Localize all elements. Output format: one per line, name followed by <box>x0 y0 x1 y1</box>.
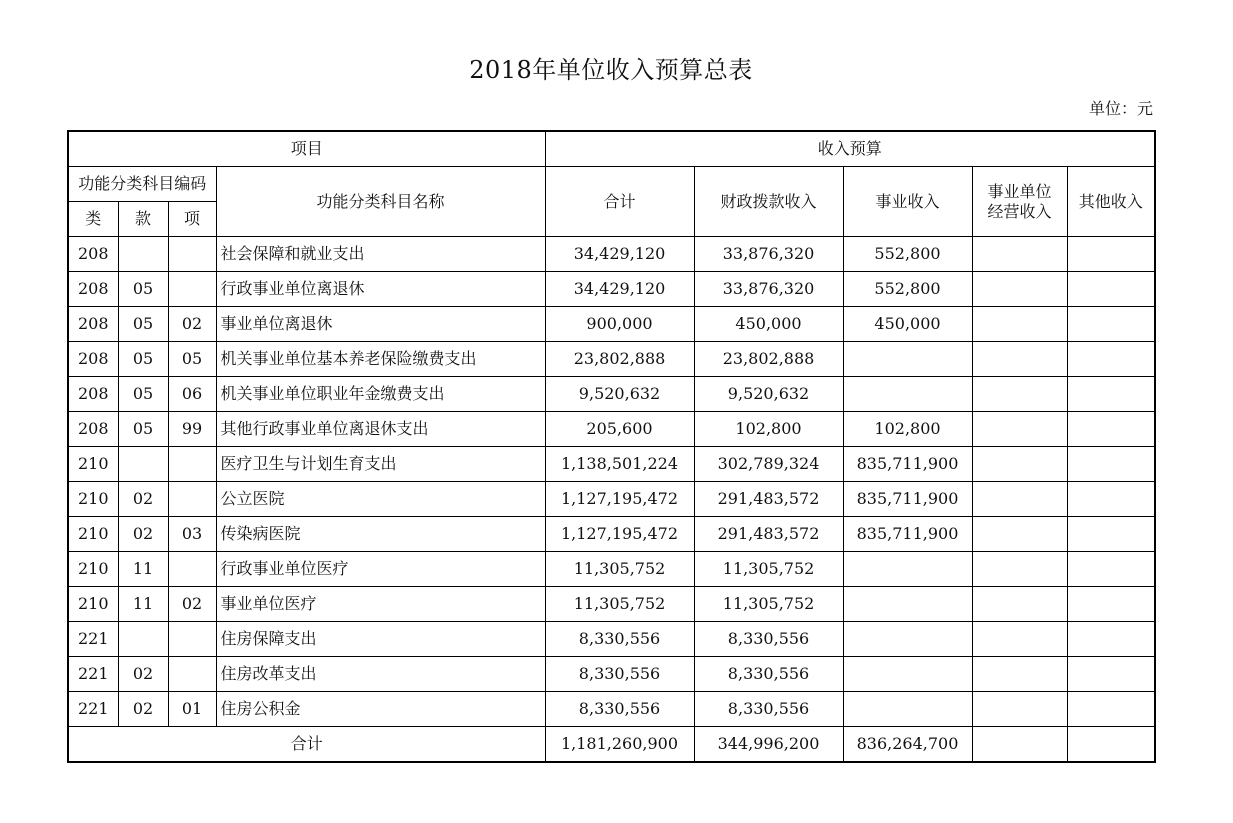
cell-business: 552,800 <box>843 237 972 272</box>
cell-xiang: 02 <box>168 307 216 342</box>
cell-total: 34,429,120 <box>545 272 694 307</box>
cell-kuan: 05 <box>118 272 168 307</box>
cell-other <box>1067 482 1155 517</box>
cell-total: 11,305,752 <box>545 587 694 622</box>
total-label: 合计 <box>68 727 545 763</box>
cell-lei: 208 <box>68 377 118 412</box>
cell-fiscal: 11,305,752 <box>694 552 843 587</box>
cell-total: 8,330,556 <box>545 692 694 727</box>
cell-business: 102,800 <box>843 412 972 447</box>
page-title: 2018年单位收入预算总表 <box>469 56 753 84</box>
cell-xiang: 03 <box>168 517 216 552</box>
cell-kuan: 05 <box>118 377 168 412</box>
table-row <box>68 517 1155 552</box>
cell-kuan: 11 <box>118 552 168 587</box>
cell-kuan: 02 <box>118 482 168 517</box>
cell-xiang <box>168 447 216 482</box>
cell-business: 552,800 <box>843 272 972 307</box>
cell-kuan: 05 <box>118 412 168 447</box>
header-xiang: 项 <box>168 202 216 237</box>
cell-lei: 208 <box>68 237 118 272</box>
header-operating-text: 事业单位经营收入 <box>987 181 1052 221</box>
table-row <box>68 447 1155 482</box>
cell-name: 事业单位医疗 <box>216 587 545 622</box>
table-row <box>68 307 1155 342</box>
cell-xiang: 01 <box>168 692 216 727</box>
cell-total: 205,600 <box>545 412 694 447</box>
cell-xiang: 05 <box>168 342 216 377</box>
cell-operating <box>972 517 1067 552</box>
cell-operating <box>972 447 1067 482</box>
cell-lei: 210 <box>68 482 118 517</box>
cell-other <box>1067 307 1155 342</box>
cell-xiang <box>168 622 216 657</box>
cell-operating <box>972 587 1067 622</box>
cell-total: 1,138,501,224 <box>545 447 694 482</box>
total-row <box>68 727 1155 763</box>
cell-business: 835,711,900 <box>843 447 972 482</box>
cell-xiang <box>168 657 216 692</box>
cell-other <box>1067 657 1155 692</box>
total-fiscal: 344,996,200 <box>694 727 843 763</box>
cell-operating <box>972 377 1067 412</box>
cell-name: 事业单位离退休 <box>216 307 545 342</box>
cell-business <box>843 377 972 412</box>
cell-business <box>843 622 972 657</box>
cell-kuan <box>118 622 168 657</box>
cell-business: 450,000 <box>843 307 972 342</box>
cell-kuan: 02 <box>118 692 168 727</box>
cell-lei: 221 <box>68 657 118 692</box>
cell-other <box>1067 692 1155 727</box>
cell-name: 行政事业单位医疗 <box>216 552 545 587</box>
cell-lei: 208 <box>68 412 118 447</box>
cell-name: 传染病医院 <box>216 517 545 552</box>
cell-fiscal: 11,305,752 <box>694 587 843 622</box>
cell-business: 835,711,900 <box>843 517 972 552</box>
cell-business <box>843 587 972 622</box>
cell-xiang: 06 <box>168 377 216 412</box>
cell-xiang: 99 <box>168 412 216 447</box>
cell-business: 835,711,900 <box>843 482 972 517</box>
cell-total: 11,305,752 <box>545 552 694 587</box>
table-row <box>68 692 1155 727</box>
header-kuan: 款 <box>118 202 168 237</box>
cell-total: 1,127,195,472 <box>545 517 694 552</box>
cell-fiscal: 8,330,556 <box>694 657 843 692</box>
header-operating <box>972 167 1067 237</box>
header-row-1 <box>68 131 1155 167</box>
cell-lei: 210 <box>68 447 118 482</box>
cell-kuan <box>118 447 168 482</box>
cell-operating <box>972 272 1067 307</box>
cell-total: 23,802,888 <box>545 342 694 377</box>
table-row <box>68 377 1155 412</box>
cell-other <box>1067 447 1155 482</box>
cell-operating <box>972 622 1067 657</box>
cell-other <box>1067 517 1155 552</box>
total-other <box>1067 727 1155 763</box>
cell-other <box>1067 412 1155 447</box>
cell-xiang: 02 <box>168 587 216 622</box>
cell-name: 机关事业单位基本养老保险缴费支出 <box>216 342 545 377</box>
cell-operating <box>972 552 1067 587</box>
cell-total: 900,000 <box>545 307 694 342</box>
cell-fiscal: 8,330,556 <box>694 622 843 657</box>
table-row <box>68 342 1155 377</box>
cell-operating <box>972 412 1067 447</box>
cell-other <box>1067 622 1155 657</box>
cell-total: 34,429,120 <box>545 237 694 272</box>
cell-name: 医疗卫生与计划生育支出 <box>216 447 545 482</box>
cell-other <box>1067 272 1155 307</box>
cell-xiang <box>168 552 216 587</box>
cell-lei: 208 <box>68 272 118 307</box>
total-total: 1,181,260,900 <box>545 727 694 763</box>
cell-business <box>843 342 972 377</box>
cell-fiscal: 8,330,556 <box>694 692 843 727</box>
cell-name: 住房改革支出 <box>216 657 545 692</box>
cell-total: 1,127,195,472 <box>545 482 694 517</box>
cell-operating <box>972 307 1067 342</box>
cell-operating <box>972 482 1067 517</box>
cell-fiscal: 102,800 <box>694 412 843 447</box>
table-row <box>68 552 1155 587</box>
header-lei: 类 <box>68 202 118 237</box>
cell-name: 行政事业单位离退休 <box>216 272 545 307</box>
cell-name: 其他行政事业单位离退休支出 <box>216 412 545 447</box>
cell-name: 住房公积金 <box>216 692 545 727</box>
cell-fiscal: 291,483,572 <box>694 517 843 552</box>
table-row <box>68 482 1155 517</box>
header-income-budget: 收入预算 <box>545 131 1155 167</box>
header-code: 功能分类科目编码 <box>68 167 216 202</box>
table-row <box>68 657 1155 692</box>
cell-fiscal: 302,789,324 <box>694 447 843 482</box>
cell-other <box>1067 342 1155 377</box>
cell-lei: 210 <box>68 552 118 587</box>
unit-label: 单位：元 <box>1088 99 1153 118</box>
cell-other <box>1067 552 1155 587</box>
cell-business <box>843 692 972 727</box>
cell-kuan: 02 <box>118 657 168 692</box>
cell-total: 9,520,632 <box>545 377 694 412</box>
total-operating <box>972 727 1067 763</box>
cell-kuan: 02 <box>118 517 168 552</box>
header-total: 合计 <box>545 167 694 237</box>
cell-other <box>1067 587 1155 622</box>
cell-name: 社会保障和就业支出 <box>216 237 545 272</box>
cell-name: 住房保障支出 <box>216 622 545 657</box>
cell-lei: 221 <box>68 692 118 727</box>
cell-lei: 210 <box>68 517 118 552</box>
header-name: 功能分类科目名称 <box>216 167 545 237</box>
cell-lei: 210 <box>68 587 118 622</box>
header-other: 其他收入 <box>1067 167 1155 237</box>
cell-name: 公立医院 <box>216 482 545 517</box>
cell-xiang <box>168 272 216 307</box>
cell-business <box>843 657 972 692</box>
cell-fiscal: 9,520,632 <box>694 377 843 412</box>
cell-fiscal: 33,876,320 <box>694 272 843 307</box>
cell-other <box>1067 377 1155 412</box>
cell-other <box>1067 237 1155 272</box>
header-row-2 <box>68 167 1155 202</box>
table-row <box>68 587 1155 622</box>
header-business: 事业收入 <box>843 167 972 237</box>
cell-fiscal: 291,483,572 <box>694 482 843 517</box>
cell-operating <box>972 692 1067 727</box>
cell-kuan: 05 <box>118 342 168 377</box>
cell-kuan: 11 <box>118 587 168 622</box>
cell-operating <box>972 657 1067 692</box>
table-row <box>68 622 1155 657</box>
total-business: 836,264,700 <box>843 727 972 763</box>
cell-kuan <box>118 237 168 272</box>
table-row <box>68 237 1155 272</box>
cell-business <box>843 552 972 587</box>
cell-xiang <box>168 482 216 517</box>
cell-lei: 208 <box>68 307 118 342</box>
cell-fiscal: 33,876,320 <box>694 237 843 272</box>
cell-name: 机关事业单位职业年金缴费支出 <box>216 377 545 412</box>
table-row <box>68 412 1155 447</box>
cell-fiscal: 23,802,888 <box>694 342 843 377</box>
cell-operating <box>972 237 1067 272</box>
table-row <box>68 272 1155 307</box>
budget-table <box>67 130 1156 763</box>
cell-lei: 221 <box>68 622 118 657</box>
header-item: 项目 <box>68 131 545 167</box>
cell-operating <box>972 342 1067 377</box>
cell-kuan: 05 <box>118 307 168 342</box>
cell-lei: 208 <box>68 342 118 377</box>
cell-total: 8,330,556 <box>545 622 694 657</box>
header-fiscal: 财政拨款收入 <box>694 167 843 237</box>
cell-total: 8,330,556 <box>545 657 694 692</box>
cell-xiang <box>168 237 216 272</box>
cell-fiscal: 450,000 <box>694 307 843 342</box>
